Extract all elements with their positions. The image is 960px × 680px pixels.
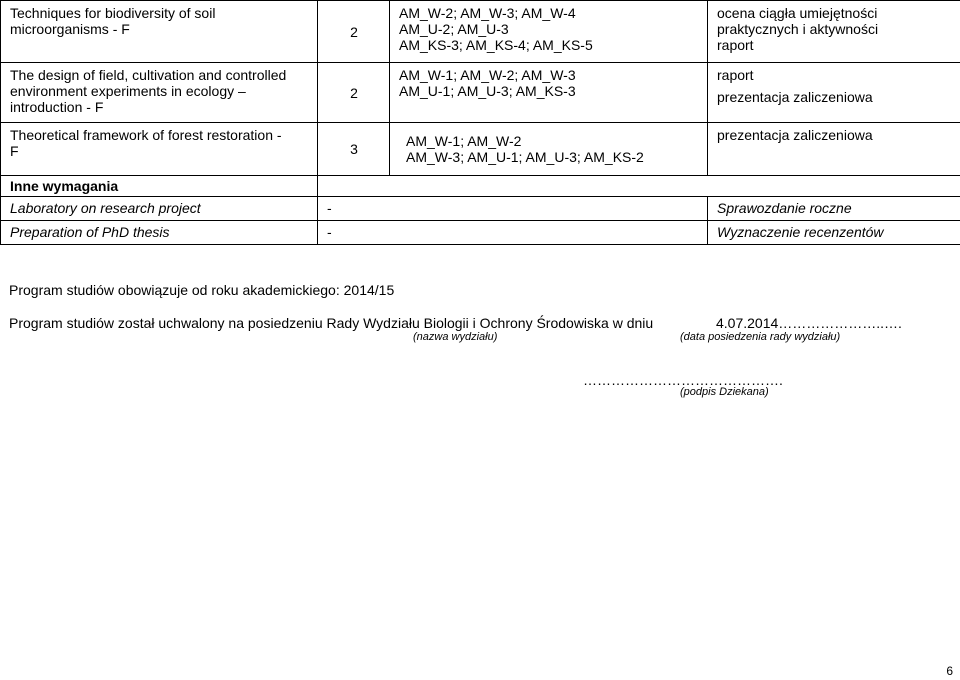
ects-value: 3 — [318, 123, 390, 176]
table-row — [1, 1, 960, 63]
ects-value: 2 — [318, 1, 390, 63]
learning-outcome-codes: AM_W-1; AM_W-2 AM_W-3; AM_U-1; AM_U-3; AM_KS-2 — [390, 123, 708, 176]
table-row — [1, 123, 960, 176]
requirement-name: Preparation of PhD thesis — [1, 221, 318, 245]
table-row — [1, 176, 960, 197]
verification-methods: prezentacja zaliczeniowa — [708, 123, 960, 176]
adoption-date: 4.07.2014…………………..…. — [716, 315, 902, 331]
requirement-name: Laboratory on research project — [1, 197, 318, 221]
learning-outcome-codes: AM_W-2; AM_W-3; AM_W-4 AM_U-2; AM_U-3 AM_KS-3; AM_KS-4; AM_KS-5 — [390, 1, 708, 63]
requirement-ects: - — [318, 197, 390, 221]
empty-cell — [390, 197, 708, 221]
verification-methods: raport prezentacja zaliczeniowa — [708, 63, 960, 123]
faculty-caption: (nazwa wydziału) — [413, 331, 498, 343]
requirement-result: Wyznaczenie recenzentów — [708, 221, 960, 245]
program-year-text: Program studiów obowiązuje od roku akademickiego: 2014/15 — [9, 282, 395, 298]
page-number: 6 — [946, 664, 953, 678]
table-row — [1, 63, 960, 123]
course-name: Techniques for biodiversity of soil microorganisms - F — [1, 1, 318, 63]
learning-outcome-codes: AM_W-1; AM_W-2; AM_W-3 AM_U-1; AM_U-3; AM_KS-3 — [390, 63, 708, 123]
signature-line: ……………………………………. — [583, 372, 783, 388]
signature-caption: (podpis Dziekana) — [680, 386, 769, 398]
empty-cell — [318, 176, 960, 197]
requirement-result: Sprawozdanie roczne — [708, 197, 960, 221]
requirement-ects: - — [318, 221, 390, 245]
table-row — [1, 221, 960, 245]
course-name: The design of field, cultivation and controlled environment experiments in ecology – introduction - F — [1, 63, 318, 123]
courses-table — [0, 0, 960, 245]
date-caption: (data posiedzenia rady wydziału) — [680, 331, 841, 343]
verification-methods: ocena ciągła umiejętności praktycznych i aktywności raport — [708, 1, 960, 63]
empty-cell — [390, 221, 708, 245]
section-heading: Inne wymagania — [1, 176, 318, 197]
ects-value: 2 — [318, 63, 390, 123]
adoption-text: Program studiów został uchwalony na posiedzeniu Rady Wydziału Biologii i Ochrony Środowiska w dniu — [9, 315, 654, 331]
course-name: Theoretical framework of forest restoration - F — [1, 123, 318, 176]
table-row — [1, 197, 960, 221]
